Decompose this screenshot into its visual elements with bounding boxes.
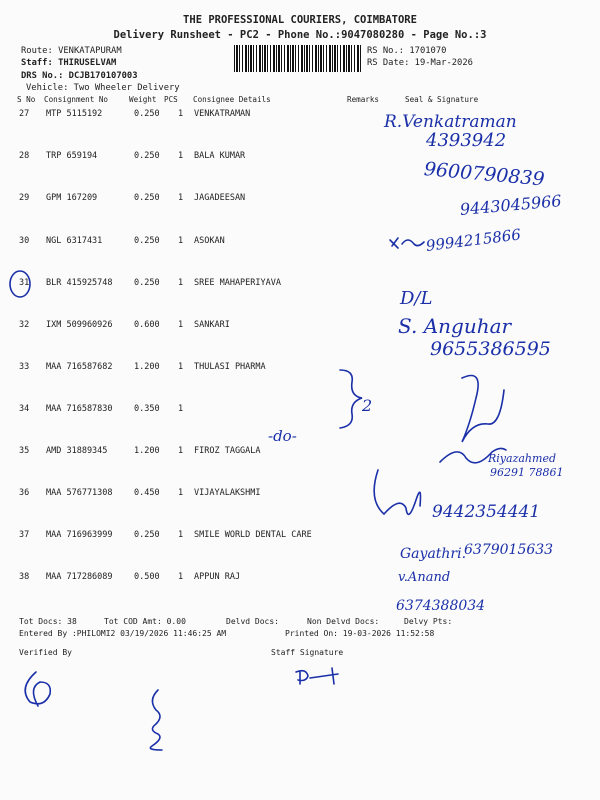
row-weight: 0.600 [134, 320, 160, 330]
row-27-name-handwriting: R.Venkatraman [384, 112, 517, 132]
row-consignment: BLR 415925748 [46, 278, 113, 288]
verified-by-label: Verified By [19, 648, 72, 657]
row-consignee: FIROZ TAGGALA [194, 446, 261, 456]
row-pcs: 1 [178, 193, 184, 203]
rs-number: RS No.: 1701070 [367, 46, 447, 56]
row-31-circle-mark [10, 271, 30, 297]
row-consignment: MAA 716587830 [46, 404, 113, 414]
delivered-docs: Delvd Docs: [226, 617, 279, 626]
delivery-points: Delvy Pts: [404, 617, 453, 626]
row-consignment: MAA 716587682 [46, 362, 113, 372]
row-consignee: JAGADEESAN [194, 193, 246, 203]
row-consignee: ASOKAN [194, 236, 225, 246]
row-consignment: MAA 716963999 [46, 530, 113, 540]
staff-label: Staff: THIRUSELVAM [21, 58, 117, 68]
row-pcs: 1 [178, 320, 184, 330]
row-pcs: 1 [178, 362, 184, 372]
row-consignment: NGL 6317431 [46, 236, 103, 246]
row-sno: 31 [19, 278, 30, 288]
col-consignee: Consignee Details [193, 95, 271, 104]
row-consignee: SANKARI [194, 320, 230, 330]
row-37-phone-handwriting: 6379015633 [464, 542, 554, 558]
row-30-phone-handwriting: 9994215866 [424, 225, 522, 255]
row-pcs: 1 [178, 446, 184, 456]
col-remarks: Remarks [347, 95, 380, 104]
row-sno: 37 [19, 530, 30, 540]
row-33-brace [340, 370, 362, 428]
row-32-dl-handwriting: D/L [400, 288, 433, 309]
row-pcs: 1 [178, 278, 184, 288]
total-docs: Tot Docs: 38 [19, 617, 77, 626]
row-32-phone-handwriting: 9655386595 [430, 338, 551, 360]
row-sno: 35 [19, 446, 30, 456]
row-consignee: APPUN RAJ [194, 572, 241, 582]
row-30-signature-stroke [390, 238, 424, 248]
row-weight: 0.250 [134, 193, 160, 203]
total-cod-amount: Tot COD Amt: 0.00 [104, 617, 186, 626]
staff-signature [296, 668, 338, 684]
row-38-name-handwriting: v.Anand [398, 570, 451, 585]
row-pcs: 1 [178, 109, 184, 119]
row-weight: 1.200 [134, 446, 160, 456]
row-weight: 0.500 [134, 572, 160, 582]
row-35-name-handwriting: Riyazahmed [488, 452, 556, 465]
row-pcs: 1 [178, 530, 184, 540]
col-weight: Weight [129, 95, 157, 104]
row-weight: 0.250 [134, 278, 160, 288]
drs-label: DRS No.: DCJB170107003 [21, 71, 138, 81]
row-weight: 0.350 [134, 404, 160, 414]
row-29-phone-handwriting: 9443045966 [459, 191, 563, 219]
row-weight: 0.250 [134, 151, 160, 161]
row-sno: 36 [19, 488, 30, 498]
row-weight: 0.450 [134, 488, 160, 498]
row-weight: 1.200 [134, 362, 160, 372]
row-sno: 29 [19, 193, 30, 203]
row-35-phone-handwriting: 96291 78861 [490, 466, 564, 479]
row-33-signature [462, 376, 504, 443]
company-title: THE PROFESSIONAL COURIERS, COIMBATORE [183, 14, 417, 26]
rs-date: RS Date: 19-Mar-2026 [367, 58, 473, 68]
row-consignment: MAA 717286089 [46, 572, 113, 582]
row-sno: 28 [19, 151, 30, 161]
row-consignee: SMILE WORLD DENTAL CARE [194, 530, 312, 540]
row-pcs: 1 [178, 151, 184, 161]
row-consignment: MTP 5115192 [46, 109, 103, 119]
col-consignment: Consignment No [44, 95, 109, 104]
verified-by-signature [25, 672, 50, 706]
col-seal-signature: Seal & Signature [405, 95, 479, 104]
row-consignment: MAA 576771308 [46, 488, 113, 498]
row-sno: 34 [19, 404, 30, 414]
row-sno: 27 [19, 109, 30, 119]
row-consignment: TRP 659194 [46, 151, 98, 161]
row-pcs: 1 [178, 488, 184, 498]
row-weight: 0.250 [134, 109, 160, 119]
col-pcs: PCS [164, 95, 178, 104]
row-27-phone-handwriting: 4393942 [426, 130, 507, 151]
bottom-signature-scribble [150, 690, 162, 750]
row-pcs: 1 [178, 572, 184, 582]
vehicle-label: Vehicle: Two Wheeler Delivery [26, 83, 180, 93]
row-33-mark-handwriting: 2 [362, 396, 373, 415]
row-weight: 0.250 [134, 236, 160, 246]
row-consignee: SREE MAHAPERIYAVA [194, 278, 281, 288]
entered-by: Entered By :PHILOMI2 03/19/2026 11:46:25 AM [19, 629, 227, 638]
row-32-name-handwriting: S. Anguhar [398, 314, 512, 338]
row-consignee: THULASI PHARMA [194, 362, 266, 372]
row-consignment: GPM 167209 [46, 193, 98, 203]
row-sno: 32 [19, 320, 30, 330]
row-sno: 30 [19, 236, 30, 246]
row-pcs: 1 [178, 404, 184, 414]
row-36-phone-handwriting: 9442354441 [432, 502, 541, 522]
row-consignee: VIJAYALAKSHMI [194, 488, 261, 498]
row-consignee: BALA KUMAR [194, 151, 246, 161]
row-consignment: IXM 509960926 [46, 320, 113, 330]
col-sno: S No [17, 95, 36, 104]
row-sno: 38 [19, 572, 30, 582]
row-37-name-handwriting: Gayathri. [400, 546, 467, 562]
runsheet-subtitle: Delivery Runsheet - PC2 - Phone No.:9047080280 - Page No.:3 [113, 29, 487, 41]
printed-on: Printed On: 19-03-2026 11:52:58 [285, 629, 435, 638]
row-36-signature [374, 470, 420, 514]
route-label: Route: VENKATAPURAM [21, 46, 122, 56]
row-pcs: 1 [178, 236, 184, 246]
row-consignee: VENKATRAMAN [194, 109, 251, 119]
row-consignment: AMD 31889345 [46, 446, 108, 456]
staff-signature-label: Staff Signature [271, 648, 344, 657]
row-weight: 0.250 [134, 530, 160, 540]
non-delivered-docs: Non Delvd Docs: [307, 617, 380, 626]
row-28-phone-handwriting: 9600790839 [423, 158, 546, 191]
row-38-phone-handwriting: 6374388034 [396, 598, 486, 614]
row-34-ditto-handwriting: -do- [268, 427, 297, 445]
row-sno: 33 [19, 362, 30, 372]
